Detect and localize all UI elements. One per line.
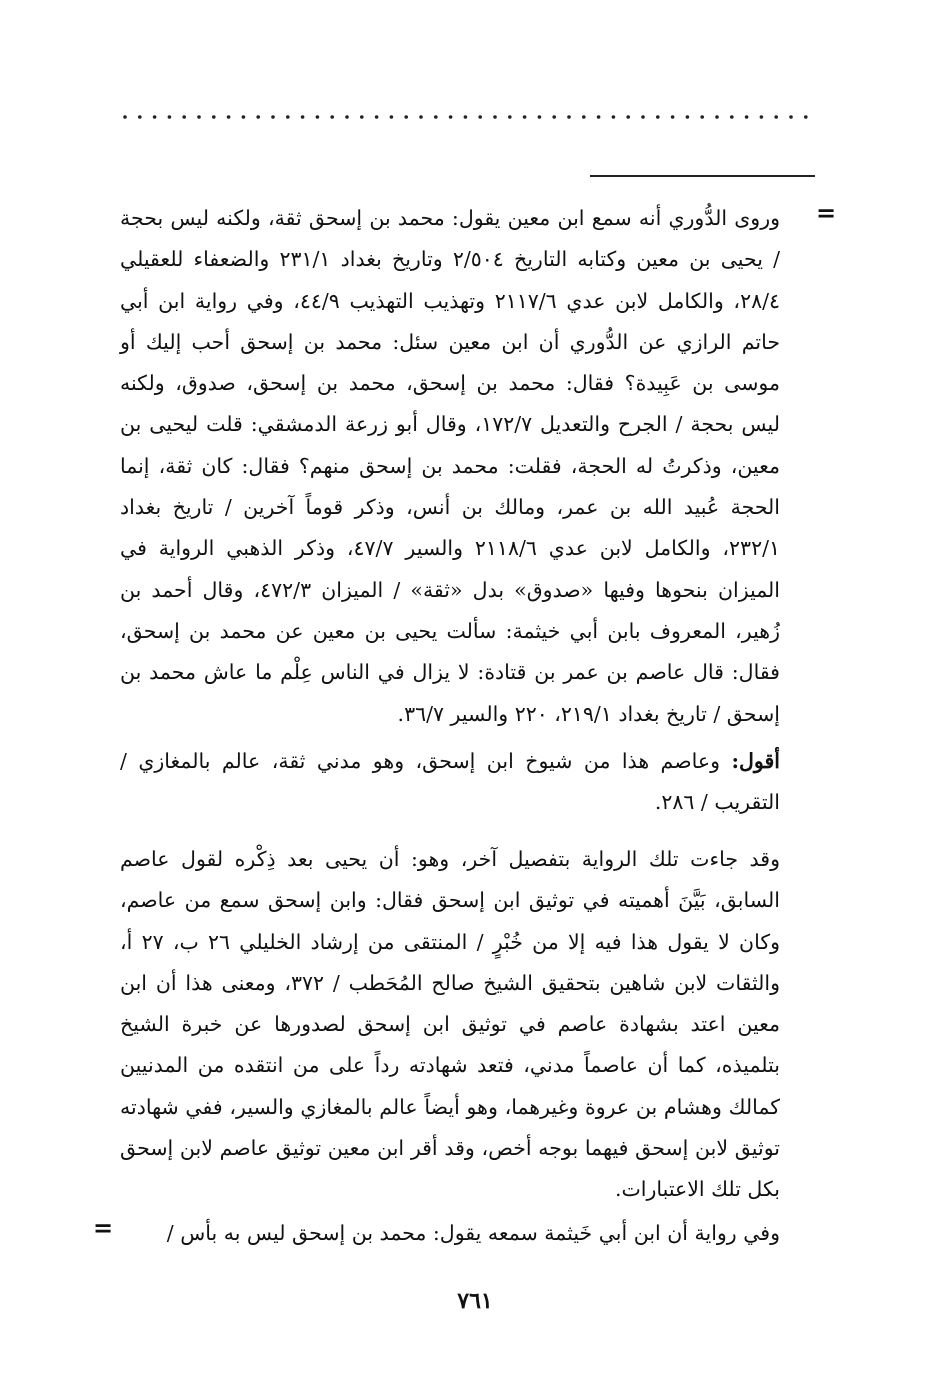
separator-dot	[671, 115, 675, 119]
separator-dot	[552, 115, 556, 119]
separator-dot	[464, 115, 468, 119]
footnote-text: وروى الدُّوري أنه سمع ابن معين يقول: محمد بن إسحق ثقة، ولكنه ليس بحجة / يحيى بن معين وكتابه التاريخ ٢/٥٠٤ وتاريخ بغداد ٢٣١/١ والضعفاء للعقيلي ٢٨/٤، والكامل لابن عدي ٢١١٧/٦ وتهذيب التهذيب ٤٤/٩، وفي رواية ابن أبي حاتم الرازي عن الدُّوري أن ابن معين سئل: محمد بن إسحق أحب إليك أو موسى بن عَبِيدة؟ فقال: محمد بن إسحق، محمد بن إسحق، صدوق، ولكنه ليس بحجة / الجرح والتعديل ١٧٢/٧، وقال أبو زرعة الدمشقي: قلت ليحيى بن معين، وذكرتُ له الحجة، فقلت: محمد بن إسحق منهم؟ فقال: كان ثقة، إنما الحجة عُبيد الله بن عمر، ومالك بن أنس، وذكر قوماً آخرين / تاريخ بغداد ٢٣٢/١، والكامل لابن عدي ٢١١٨/٦ والسير ٤٧/٧، وذكر الذهبي الرواية في الميزان بنحوها وفيها «صدوق» بدل «ثقة» / الميزان ٤٧٢/٣، وقال أحمد بن زُهير، المعروف بابن أبي خيثمة: سألت يحيى بن معين عن محمد بن إسحق، فقال: قال عاصم بن عمر بن قتادة: لا يزال في الناس عِلْم ما عاش محمد بن إسحق / تاريخ بغداد ٢١٩/١، ٢٢٠ والسير ٣٦/٧.	[120, 206, 781, 726]
separator-dot	[271, 115, 275, 119]
detail-text: وقد جاءت تلك الرواية بتفصيل آخر، وهو: أن يحيى بعد ذِكْره لقول عاصم السابق، بَيَّنَ أهميته في توثيق ابن إسحق فقال: وابن إسحق سمع من عاصم، وكان لا يقول هذا فيه إلا من خُبْرٍ / المنتقى من إرشاد الخليلي ٢٦ ب، ٢٧ أ، والثقات لابن شاهين بتحقيق الشيخ صالح المُحَطب / ٣٧٢، ومعنى هذا أن ابن معين اعتد بشهادة عاصم في توثيق ابن إسحق لصدورها عن خبرة الشيخ بتلميذه، كما أن عاصماً مدني، فتعد شهادته رداً على من انتقده من المدنيين كمالك وهشام بن عروة وغيرهما، وهو أيضاً عالم بالمغازي والسير، ففي شهادته توثيق لابن إسحق فيهما بوجه أخص، وقد أقر ابن معين توثيق عاصم لابن إسحق بكل تلك الاعتبارات.	[120, 847, 781, 1202]
separator-dot	[774, 115, 778, 119]
separator-dot	[745, 115, 749, 119]
separator-dot	[582, 115, 586, 119]
comment-lead: أقول:	[731, 749, 780, 773]
final-paragraph	[120, 1213, 780, 1254]
detail-paragraph	[120, 839, 780, 1211]
separator-dot	[612, 115, 616, 119]
separator-dot	[804, 115, 808, 119]
separator-dot	[419, 115, 423, 119]
separator-dot	[538, 115, 542, 119]
comment-text: وعاصم هذا من شيوخ ابن إسحق، وهو مدني ثقة، عالم بالمغازي / التقريب / ٢٨٦.	[120, 749, 780, 815]
separator-dot	[493, 115, 497, 119]
separator-dot	[212, 115, 216, 119]
separator-dot	[567, 115, 571, 119]
separator-dot	[700, 115, 704, 119]
separator-dot	[597, 115, 601, 119]
comment-paragraph	[120, 741, 780, 824]
separator-dot	[330, 115, 334, 119]
separator-dot	[478, 115, 482, 119]
footnote-paragraph	[120, 198, 780, 735]
separator-dot	[686, 115, 690, 119]
separator-dot	[626, 115, 630, 119]
separator-dot	[286, 115, 290, 119]
separator-dot	[138, 115, 142, 119]
separator-dot	[360, 115, 364, 119]
separator-dot	[227, 115, 231, 119]
separator-dot	[523, 115, 527, 119]
separator-dot	[715, 115, 719, 119]
final-text: وفي رواية أن ابن أبي خَيثمة سمعه يقول: محمد بن إسحق ليس به بأس /	[166, 1221, 780, 1245]
separator-dot	[641, 115, 645, 119]
separator-dot	[789, 115, 793, 119]
separator-dot	[656, 115, 660, 119]
separator-dot	[123, 115, 127, 119]
separator-dot	[256, 115, 260, 119]
separator-dot	[316, 115, 320, 119]
separator-dot	[153, 115, 157, 119]
separator-dot	[301, 115, 305, 119]
separator-dot	[168, 115, 172, 119]
continuation-marker-top: =	[816, 198, 837, 227]
separator-dot	[345, 115, 349, 119]
dotted-separator	[120, 110, 820, 124]
footnote-rule	[590, 175, 815, 177]
separator-dot	[375, 115, 379, 119]
separator-dot	[434, 115, 438, 119]
continuation-marker-bottom: =	[93, 1213, 114, 1242]
separator-dot	[449, 115, 453, 119]
separator-dot	[197, 115, 201, 119]
separator-dot	[390, 115, 394, 119]
separator-dot	[242, 115, 246, 119]
separator-dot	[730, 115, 734, 119]
page-number: ٧٦١	[457, 1288, 493, 1314]
separator-dot	[404, 115, 408, 119]
separator-dot	[182, 115, 186, 119]
separator-dot	[760, 115, 764, 119]
separator-dot	[508, 115, 512, 119]
